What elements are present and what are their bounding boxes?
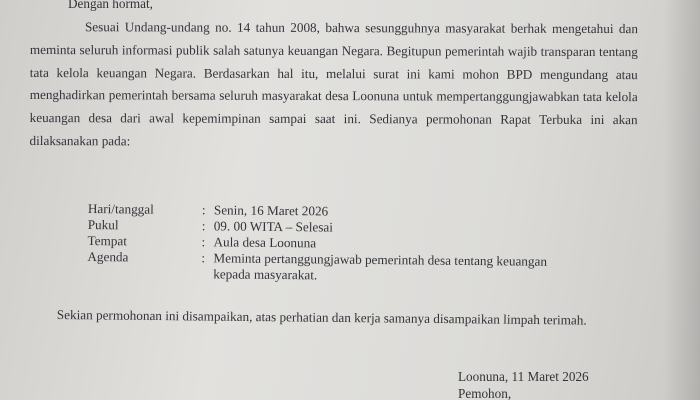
detail-value: Aula desa Loonuna	[213, 234, 317, 251]
detail-label: Tempat	[87, 232, 128, 249]
detail-colon: :	[201, 250, 206, 266]
detail-colon: :	[201, 202, 206, 218]
detail-label: Pukul	[87, 216, 119, 233]
detail-colon: :	[201, 218, 206, 234]
meeting-details	[87, 201, 548, 283]
detail-value: Senin, 16 Maret 2026	[213, 202, 329, 219]
page-edge-shadow	[664, 0, 700, 400]
place-date: Loonuna, 11 Maret 2026	[458, 369, 589, 384]
opening-paragraph: Sesuai Undang-undang no. 14 tahun 2008, bahwa sesungguhnya masyarakat berhak mengetahui dan meminta seluruh informasi publik salah satunya keuangan Negara. Begitupun pemerintah wajib transparan tentang tata kelola keuangan Negara. Berdasarkan hal itu, melalui surat ini kami mohon BPD mengundang atau menghadirkan pemerintah bersama seluruh masyarakat desa Loonuna untuk mempertanggungjawabkan tata kelola keuangan desa dari awal kepemimpinan sampai saat ini. Sedianya permohonan Rapat Terbuka ini akan dilaksanakan pada:	[29, 19, 638, 149]
detail-label: Hari/tanggal	[87, 201, 154, 217]
closing-paragraph: Sekian permohonan ini disampaikan, atas perhatian dan kerja samanya disampaikan limpah terimah.	[56, 306, 587, 328]
detail-value-line2: kepada masyarakat.	[213, 266, 318, 283]
detail-colon: :	[201, 234, 206, 250]
applicant-label: Pemohon,	[458, 386, 512, 400]
detail-value: 09. 00 WITA – Selesai	[213, 218, 334, 235]
letter-greeting: Dengan hormat,	[68, 0, 153, 11]
detail-value-line1: Meminta pertanggungjawab pemerintah desa tentang keuangan	[213, 250, 548, 269]
detail-label: Agenda	[87, 248, 129, 265]
